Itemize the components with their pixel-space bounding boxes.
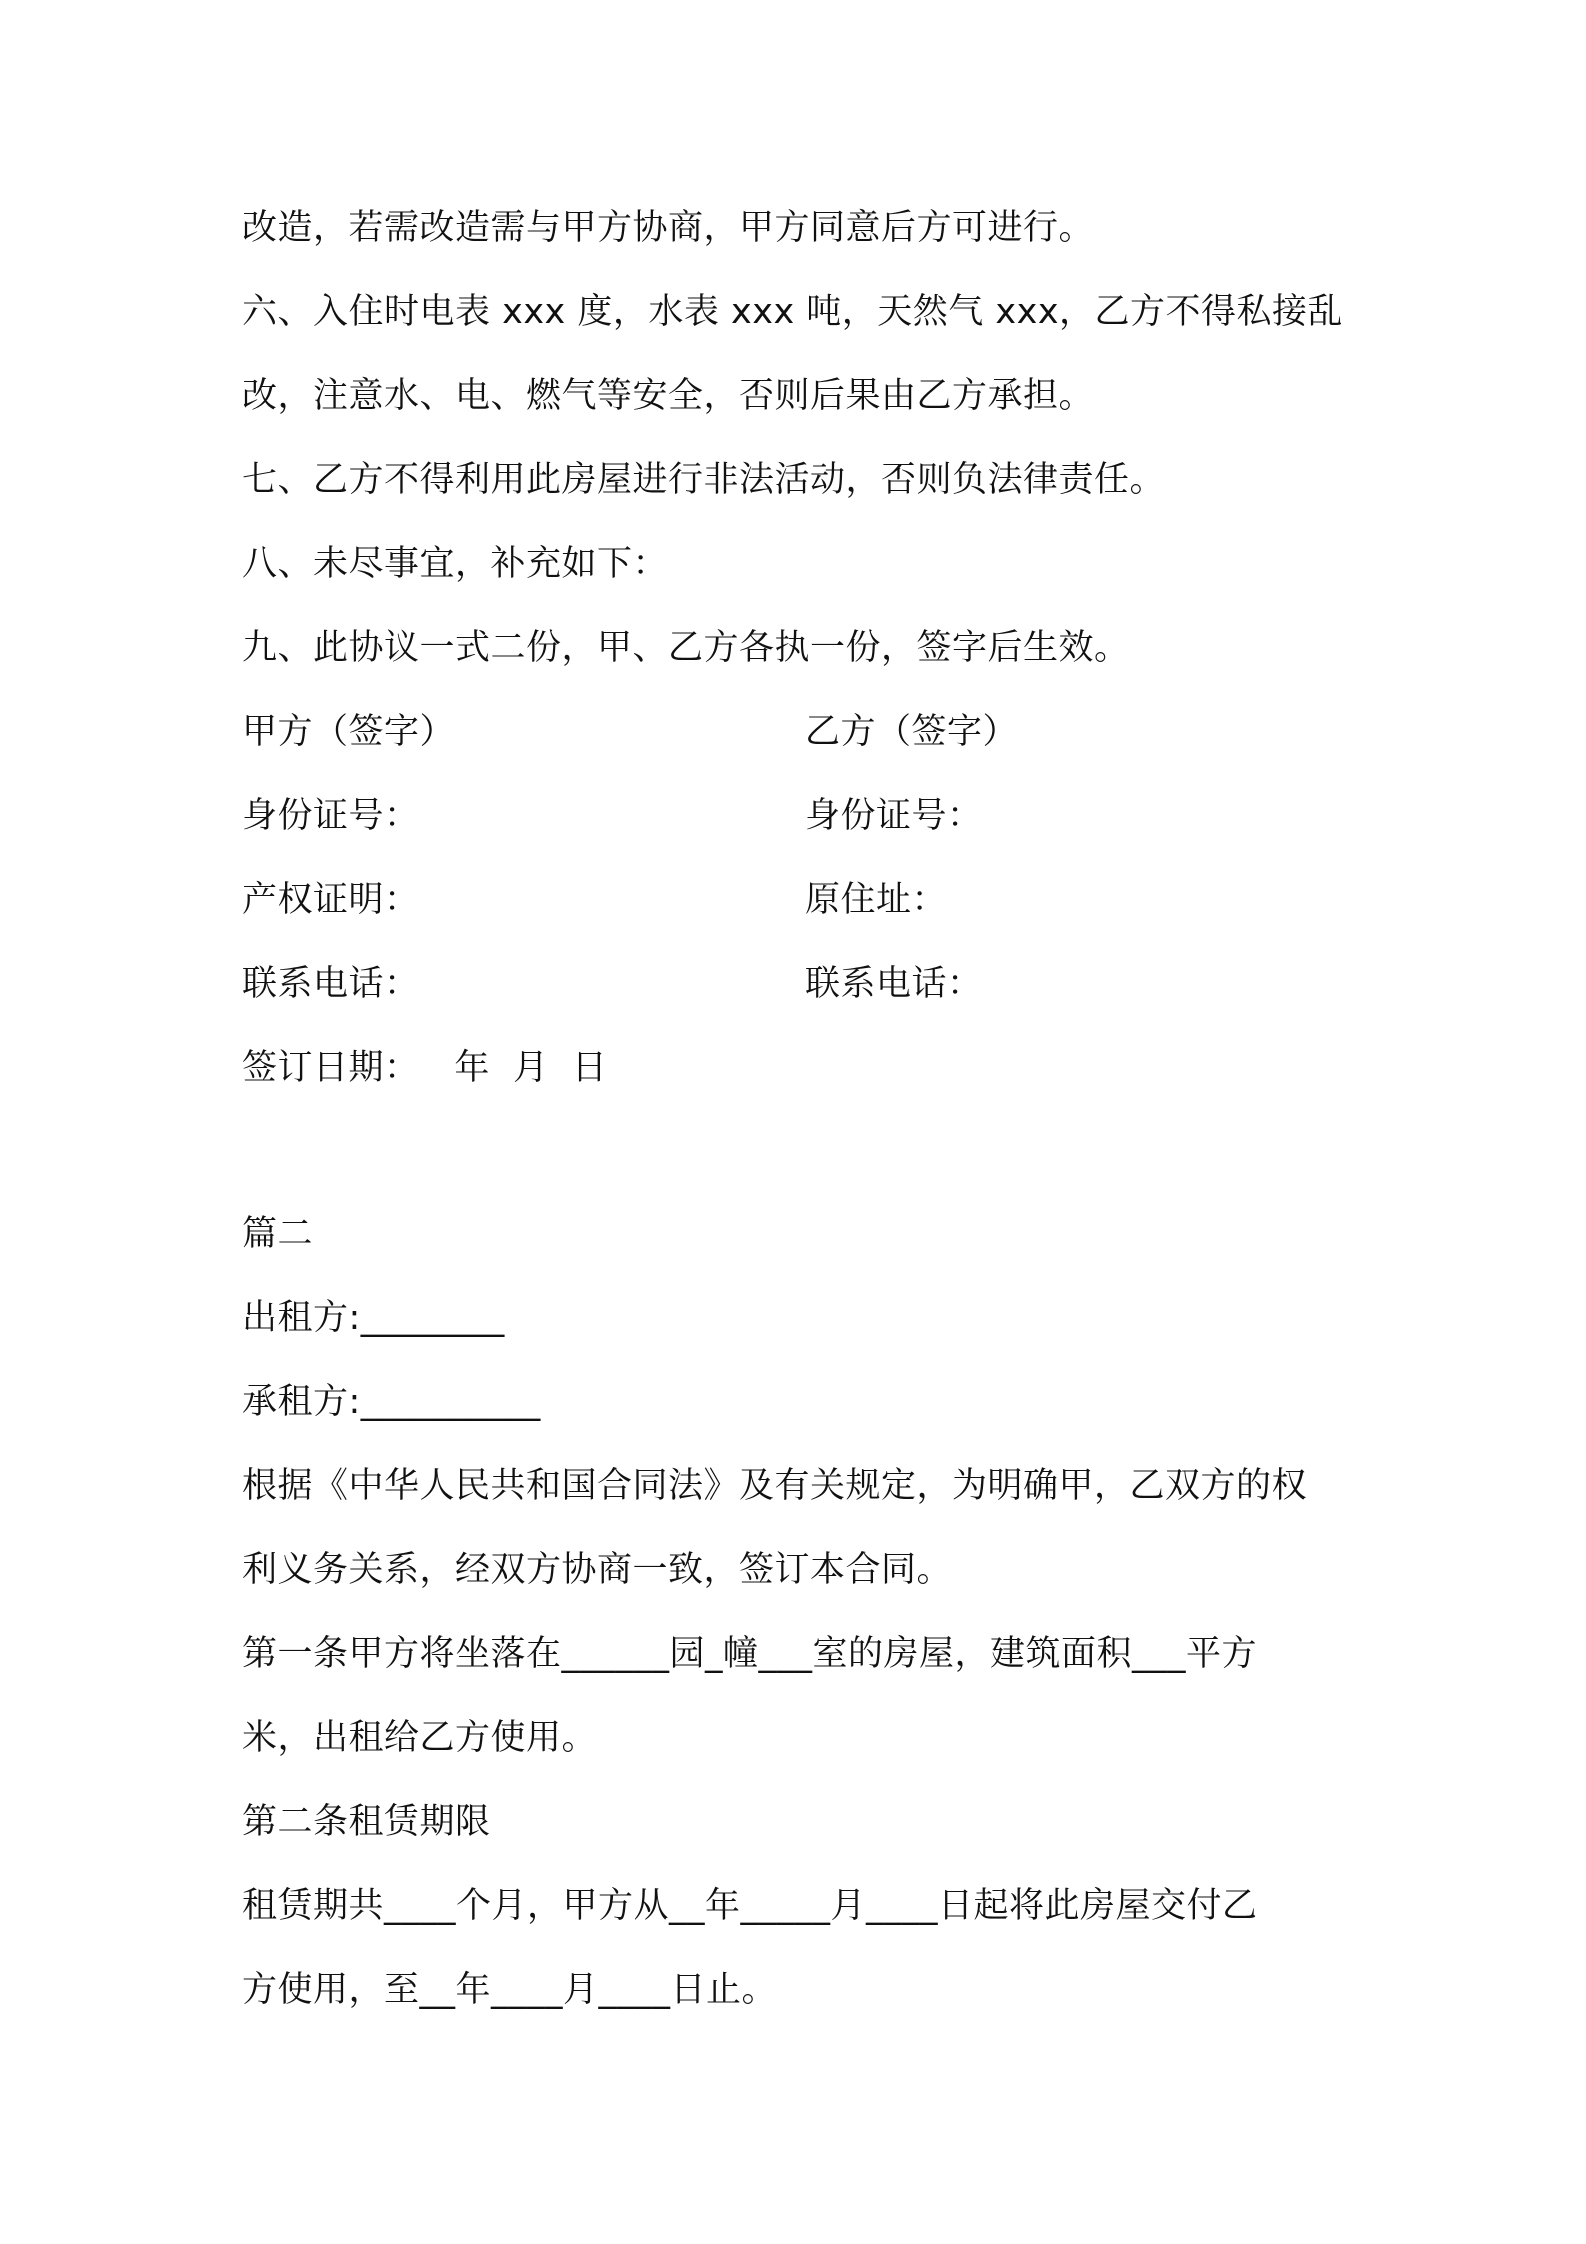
- article1-line1: 第一条甲方将坐落在______园_幢___室的房屋，建筑面积___平方: [242, 1634, 1258, 1674]
- lessee-line: 承租方:__________: [242, 1382, 541, 1422]
- clause9: 九、此协议一式二份，甲、乙方各执一份，签字后生效。: [242, 628, 1130, 668]
- article2-line1: 租赁期共____个月，甲方从__年_____月____日起将此房屋交付乙: [242, 1886, 1258, 1926]
- lessor-line: 出租方:________: [242, 1298, 505, 1338]
- party-a-id-number: 身份证号：: [242, 796, 420, 836]
- clause5-continuation: 改造，若需改造需与甲方协商，甲方同意后方可进行。: [242, 208, 1095, 248]
- intro-line2: 利义务关系，经双方协商一致，签订本合同。: [242, 1550, 953, 1590]
- intro-line1: 根据《中华人民共和国合同法》及有关规定，为明确甲，乙双方的权: [242, 1466, 1308, 1506]
- article2-line2: 方使用，至__年____月____日止。: [242, 1970, 778, 2010]
- sign-date: 签订日期： 年 月 日: [242, 1048, 608, 1088]
- party-a-property-cert: 产权证明：: [242, 880, 420, 920]
- party-b-address: 原住址：: [805, 880, 948, 920]
- clause8: 八、未尽事宜，补充如下：: [242, 544, 669, 584]
- party-b-phone: 联系电话：: [805, 964, 983, 1004]
- clause6-line2: 改，注意水、电、燃气等安全，否则后果由乙方承担。: [242, 376, 1095, 416]
- party-a-phone: 联系电话：: [242, 964, 420, 1004]
- part2-heading: 篇二: [242, 1214, 314, 1254]
- article2-title: 第二条租赁期限: [242, 1802, 491, 1842]
- clause7: 七、乙方不得利用此房屋进行非法活动，否则负法律责任。: [242, 460, 1166, 500]
- party-b-id-number: 身份证号：: [805, 796, 983, 836]
- party-a-sign: 甲方（签字）: [242, 712, 456, 752]
- article1-line2: 米，出租给乙方使用。: [242, 1718, 598, 1758]
- party-b-sign: 乙方（签字）: [805, 712, 1019, 752]
- clause6-line1: 六、入住时电表 xxx 度，水表 xxx 吨，天然气 xxx，乙方不得私接乱: [242, 292, 1344, 332]
